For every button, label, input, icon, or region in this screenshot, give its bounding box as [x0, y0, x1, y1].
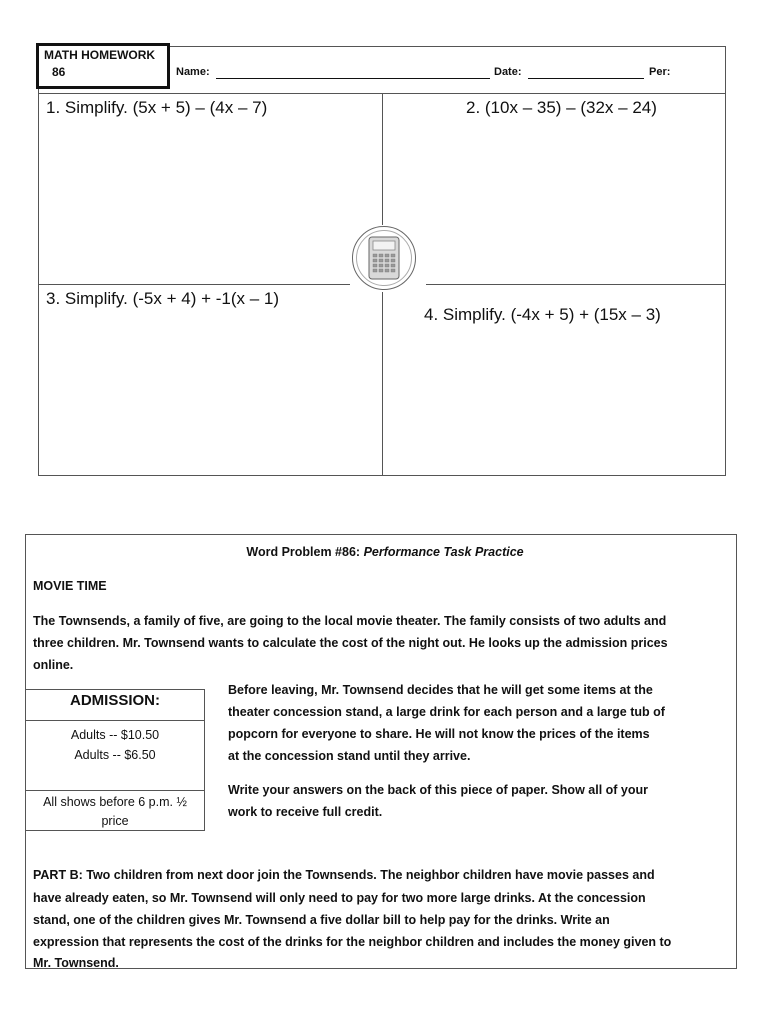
word-problem-heading — [0, 541, 770, 563]
grid-vertical-top — [382, 93, 383, 225]
intro-line-3: online. — [33, 658, 74, 672]
problem-4: 4. Simplify. (-4x + 5) + (15x – 3) — [424, 305, 661, 324]
word-problem-number: Word Problem #86: — [246, 545, 361, 559]
admission-row-2: Adults -- $6.50 — [74, 748, 156, 762]
concession-line-1: Before leaving, Mr. Townsend decides that he will get some items at the — [228, 683, 653, 697]
intro-line-2: three children. Mr. Townsend wants to calculate the cost of the night out. He looks up the admission prices — [33, 636, 668, 650]
intro-line-1: The Townsends, a family of five, are going to the local movie theater. The family consists of two adults and — [33, 614, 667, 628]
instructions-line-1: Write your answers on the back of this piece of paper. Show all of your — [228, 783, 648, 797]
concession-line-4: at the concession stand until they arrive. — [228, 749, 471, 763]
admission-note-1: All shows before 6 p.m. ½ — [43, 795, 187, 809]
part-b-line-5: Mr. Townsend. — [33, 956, 119, 970]
date-label: Date: — [494, 66, 522, 78]
concession-line-3: popcorn for everyone to share. He will not know the prices of the items — [228, 727, 650, 741]
problem-2: 2. (10x – 35) – (32x – 24) — [466, 98, 657, 117]
problem-1: 1. Simplify. (5x + 5) – (4x – 7) — [46, 98, 268, 117]
grid-horizontal-right — [426, 284, 726, 285]
admission-divider-1 — [25, 720, 205, 721]
date-blank[interactable] — [528, 78, 644, 79]
section-title: MOVIE TIME — [33, 579, 107, 593]
period-label: Per: — [649, 66, 671, 78]
worksheet-number: 86 — [52, 65, 66, 79]
grid-horizontal-left — [38, 284, 350, 285]
problem-3: 3. Simplify. (-5x + 4) + -1(x – 1) — [46, 289, 280, 308]
admission-row-1: Adults -- $10.50 — [70, 728, 160, 742]
name-blank[interactable] — [216, 78, 490, 79]
instructions-line-2: work to receive full credit. — [228, 805, 383, 819]
part-b-line-3: stand, one of the children gives Mr. Townsend a five dollar bill to help pay for the drinks. Write an — [33, 913, 610, 927]
part-b-line-4: expression that represents the cost of the drinks for the neighbor children and includes the money given to — [33, 935, 672, 949]
admission-note-2: price — [101, 814, 129, 828]
part-b-line-2: have already eaten, so Mr. Townsend will only need to pay for two more large drinks. At the concession — [33, 891, 646, 905]
part-b-line-1: PART B: Two children from next door join the Townsends. The neighbor children have movie passes and — [33, 868, 655, 882]
grid-vertical-bottom — [382, 292, 383, 476]
admission-title: ADMISSION: — [70, 692, 160, 709]
concession-line-2: theater concession stand, a large drink for each person and a large tub of — [228, 705, 665, 719]
calculator-icon — [368, 236, 400, 280]
admission-divider-2 — [25, 790, 205, 791]
word-problem-subtitle: Performance Task Practice — [363, 545, 524, 559]
worksheet-title: MATH HOMEWORK — [44, 48, 156, 62]
name-label: Name: — [176, 66, 210, 78]
